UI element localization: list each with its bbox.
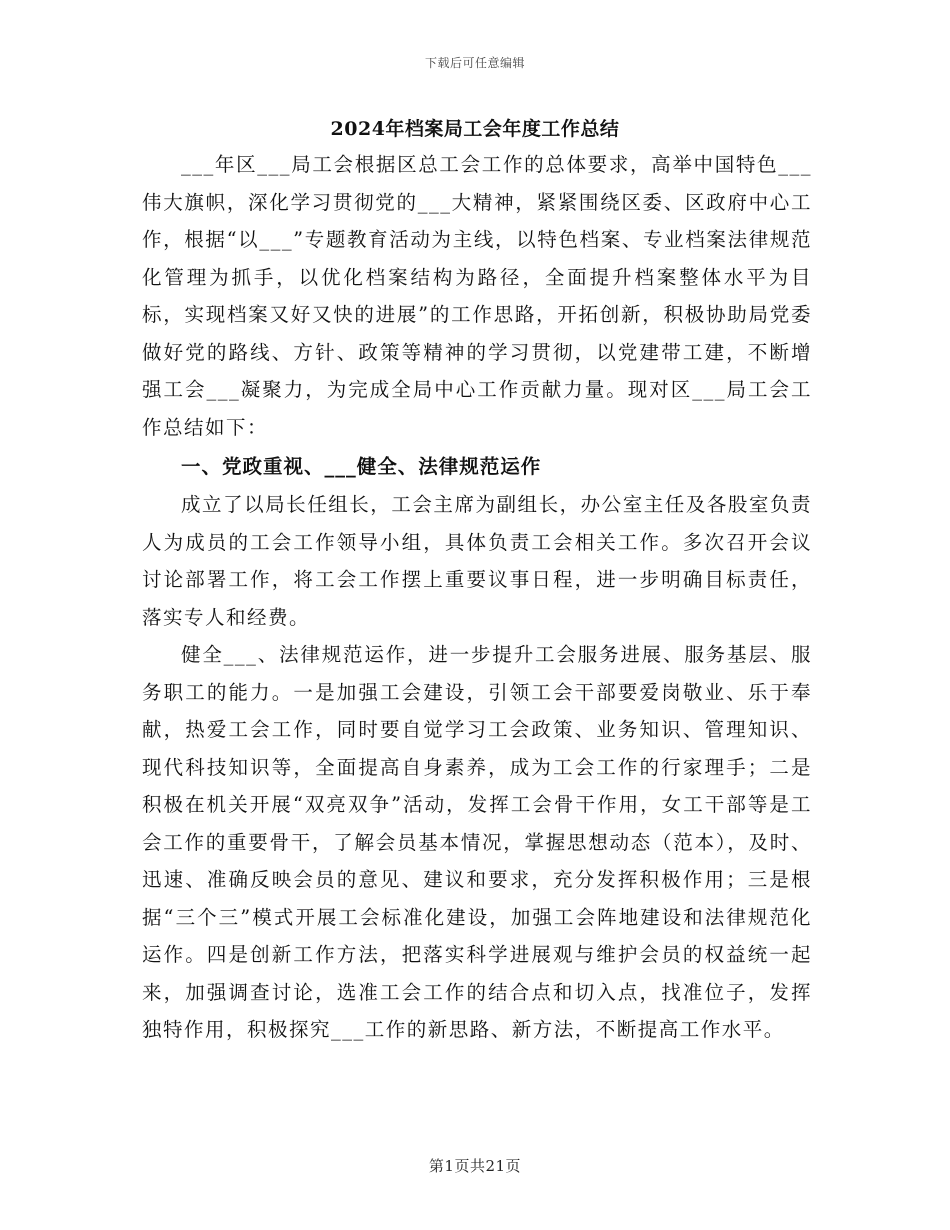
section-heading: 一、党政重视、___健全、法律规范运作	[181, 455, 542, 478]
page-number: 第1页共21页	[428, 1157, 522, 1175]
document-body	[142, 146, 812, 1049]
header-note: 下载后可任意编辑	[424, 56, 525, 70]
body-paragraph-2: 健全___、法律规范运作，进一步提升工会服务进展、服务基层、服务职工的能力。一是加强工会建设，引领工会干部要爱岗敬业、乐于奉献，热爱工会工作，同时要自觉学习工会政策、业务知识、管理知识、现代科技知识等，全面提高自身素养，成为工会工作的行家理手；二是积极在机关开展“双亮双争”活动，发挥工会骨干作用，女工干部等是工会工作的重要骨干，了解会员基本情况，掌握思想动态（范本），及时、迅速、准确反映会员的意见、建议和要求，充分发挥积极作用；三是根据“三个三”模式开展工会标准化建设，加强工会阵地建设和法律规范化运作。四是创新工作方法，把落实科学进展观与维护会员的权益统一起来，加强调查讨论，选准工会工作的结合点和切入点，找准位子，发挥独特作用，积极探究___工作的新思路、新方法，不断提高工作水平。	[142, 643, 812, 1041]
body-paragraph-1: 成立了以局长任组长，工会主席为副组长，办公室主任及各股室负责人为成员的工会工作领导小组，具体负责工会相关工作。多次召开会议讨论部署工作，将工会工作摆上重要议事日程，进一步明确目标责任，落实专人和经费。	[142, 493, 812, 629]
intro-paragraph: ___年区___局工会根据区总工会工作的总体要求，高举中国特色___伟大旗帜，深化学习贯彻党的___大精神，紧紧围绕区委、区政府中心工作，根据“以___”专题教育活动为主线，以特色档案、专业档案法律规范化管理为抓手，以优化档案结构为路径，全面提升档案整体水平为目标，实现档案又好又快的进展”的工作思路，开拓创新，积极协助局党委做好党的路线、方针、政策等精神的学习贯彻，以党建带工建，不断增强工会___凝聚力，为完成全局中心工作贡献力量。现对区___局工会工作总结如下：	[142, 153, 812, 439]
document-title: 2024年档案局工会年度工作总结	[330, 118, 620, 140]
